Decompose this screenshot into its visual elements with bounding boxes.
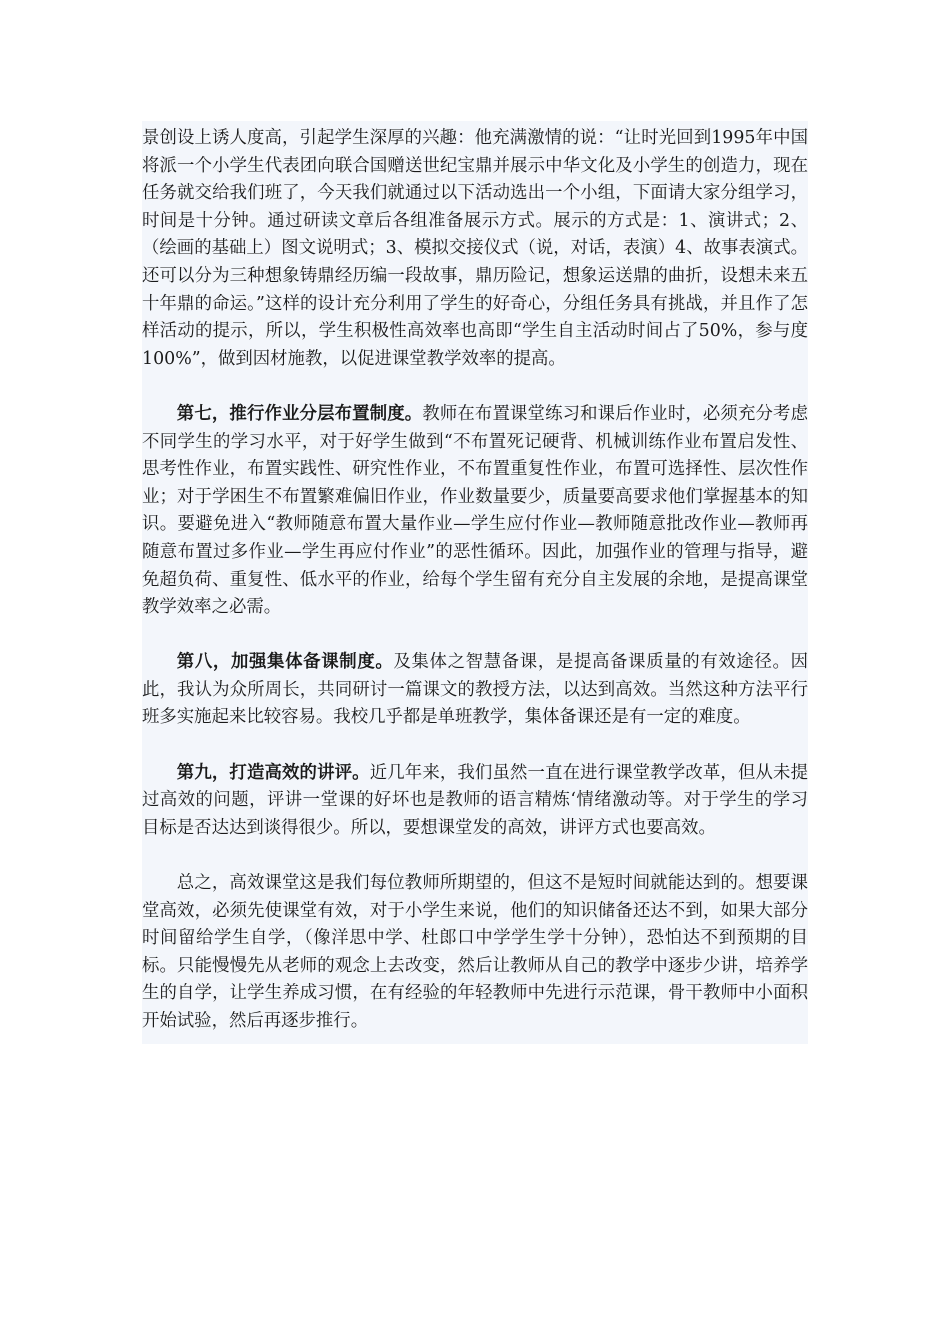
paragraph-text: 景创设上诱人度高，引起学生深厚的兴趣：他充满激情的说：“让时光回到1995年中国将派一个小学生代表团向联合国赠送世纪宝鼎并展示中华文化及小学生的创造力，现在任务就交给我们班了，今天我们就通过以下活动选出一个小组，下面请大家分组学习，时间是十分钟。通过研读文章后各组准备展示方式。展示的方式是：1、演讲式；2、（绘画的基础上）图文说明式；3、模拟交接仪式（说，对话，表演）4、故事表演式。还可以分为三种想象铸鼎经历编一段故事，鼎历险记，想象运送鼎的曲折，设想未来五十年鼎的命运。”这样的设计充分利用了学生的好奇心，分组任务具有挑战，并且作了怎样活动的提示，所以，学生积极性高效率也高即“学生自主活动时间占了50%，参与度100%”，做到因材施教，以促进课堂教学效率的提高。 — [142, 128, 808, 369]
paragraph-text: 总之，高效课堂这是我们每位教师所期望的，但这不是短时间就能达到的。想要课堂高效，必须先使课堂有效，对于小学生来说，他们的知识储备还达不到，如果大部分时间留给学生自学，（像洋思中学、杜郎口中学学生学十分钟），恐怕达不到预期的目标。只能慢慢先从老师的观念上去改变，然后让教师从自己的教学中逐步少讲，培养学生的自学，让学生养成习惯，在有经验的年轻教师中先进行示范课，骨干教师中小面积开始试验，然后再逐步推行。 — [142, 873, 808, 1031]
paragraph-ninth — [142, 760, 808, 843]
section-heading: 第八，加强集体备课制度。 — [176, 652, 394, 673]
paragraph-text: 教师在布置课堂练习和课后作业时，必须充分考虑不同学生的学习水平，对于好学生做到“不布置死记硬背、机械训练作业布置启发性、思考性作业，布置实践性、研究性作业，不布置重复性作业，布置可选择性、层次性作业；对于学困生不布置繁难偏旧作业，作业数量要少，质量要高要求他们掌握基本的知识。要避免进入“教师随意布置大量作业—学生应付作业—教师随意批改作业—教师再随意布置过多作业—学生再应付作业”的恶性循环。因此，加强作业的管理与指导，避免超负荷、重复性、低水平的作业，给每个学生留有充分自主发展的余地，是提高课堂教学效率之必需。 — [142, 403, 808, 618]
paragraph-gap — [142, 622, 808, 650]
section-heading: 第七，推行作业分层布置制度。 — [176, 403, 423, 424]
paragraph-gap — [142, 373, 808, 401]
paragraph-seventh — [142, 401, 808, 622]
paragraph-gap — [142, 842, 808, 870]
paragraph-conclusion — [142, 870, 808, 1036]
paragraph-eighth — [142, 649, 808, 732]
paragraph-gap — [142, 732, 808, 760]
paragraph-text: 及集体之智慧备课，是提高备课质量的有效途径。因此，我认为众所周长，共同研讨一篇课文的教授方法，以达到高效。当然这种方法平行班多实施起来比较容易。我校几乎都是单班教学，集体备课还是有一定的难度。 — [142, 652, 808, 728]
paragraph-text: 近几年来，我们虽然一直在进行课堂教学改革，但从未提过高效的问题，评讲一堂课的好坏也是教师的语言精炼‘情绪激动等。对于学生的学习目标是否达达到谈得很少。所以，要想课堂发的高效，讲评方式也要高效。 — [142, 762, 808, 838]
paragraph-intro — [142, 125, 808, 373]
section-heading: 第九，打造高效的讲评。 — [176, 762, 370, 783]
document-page — [142, 121, 808, 1044]
